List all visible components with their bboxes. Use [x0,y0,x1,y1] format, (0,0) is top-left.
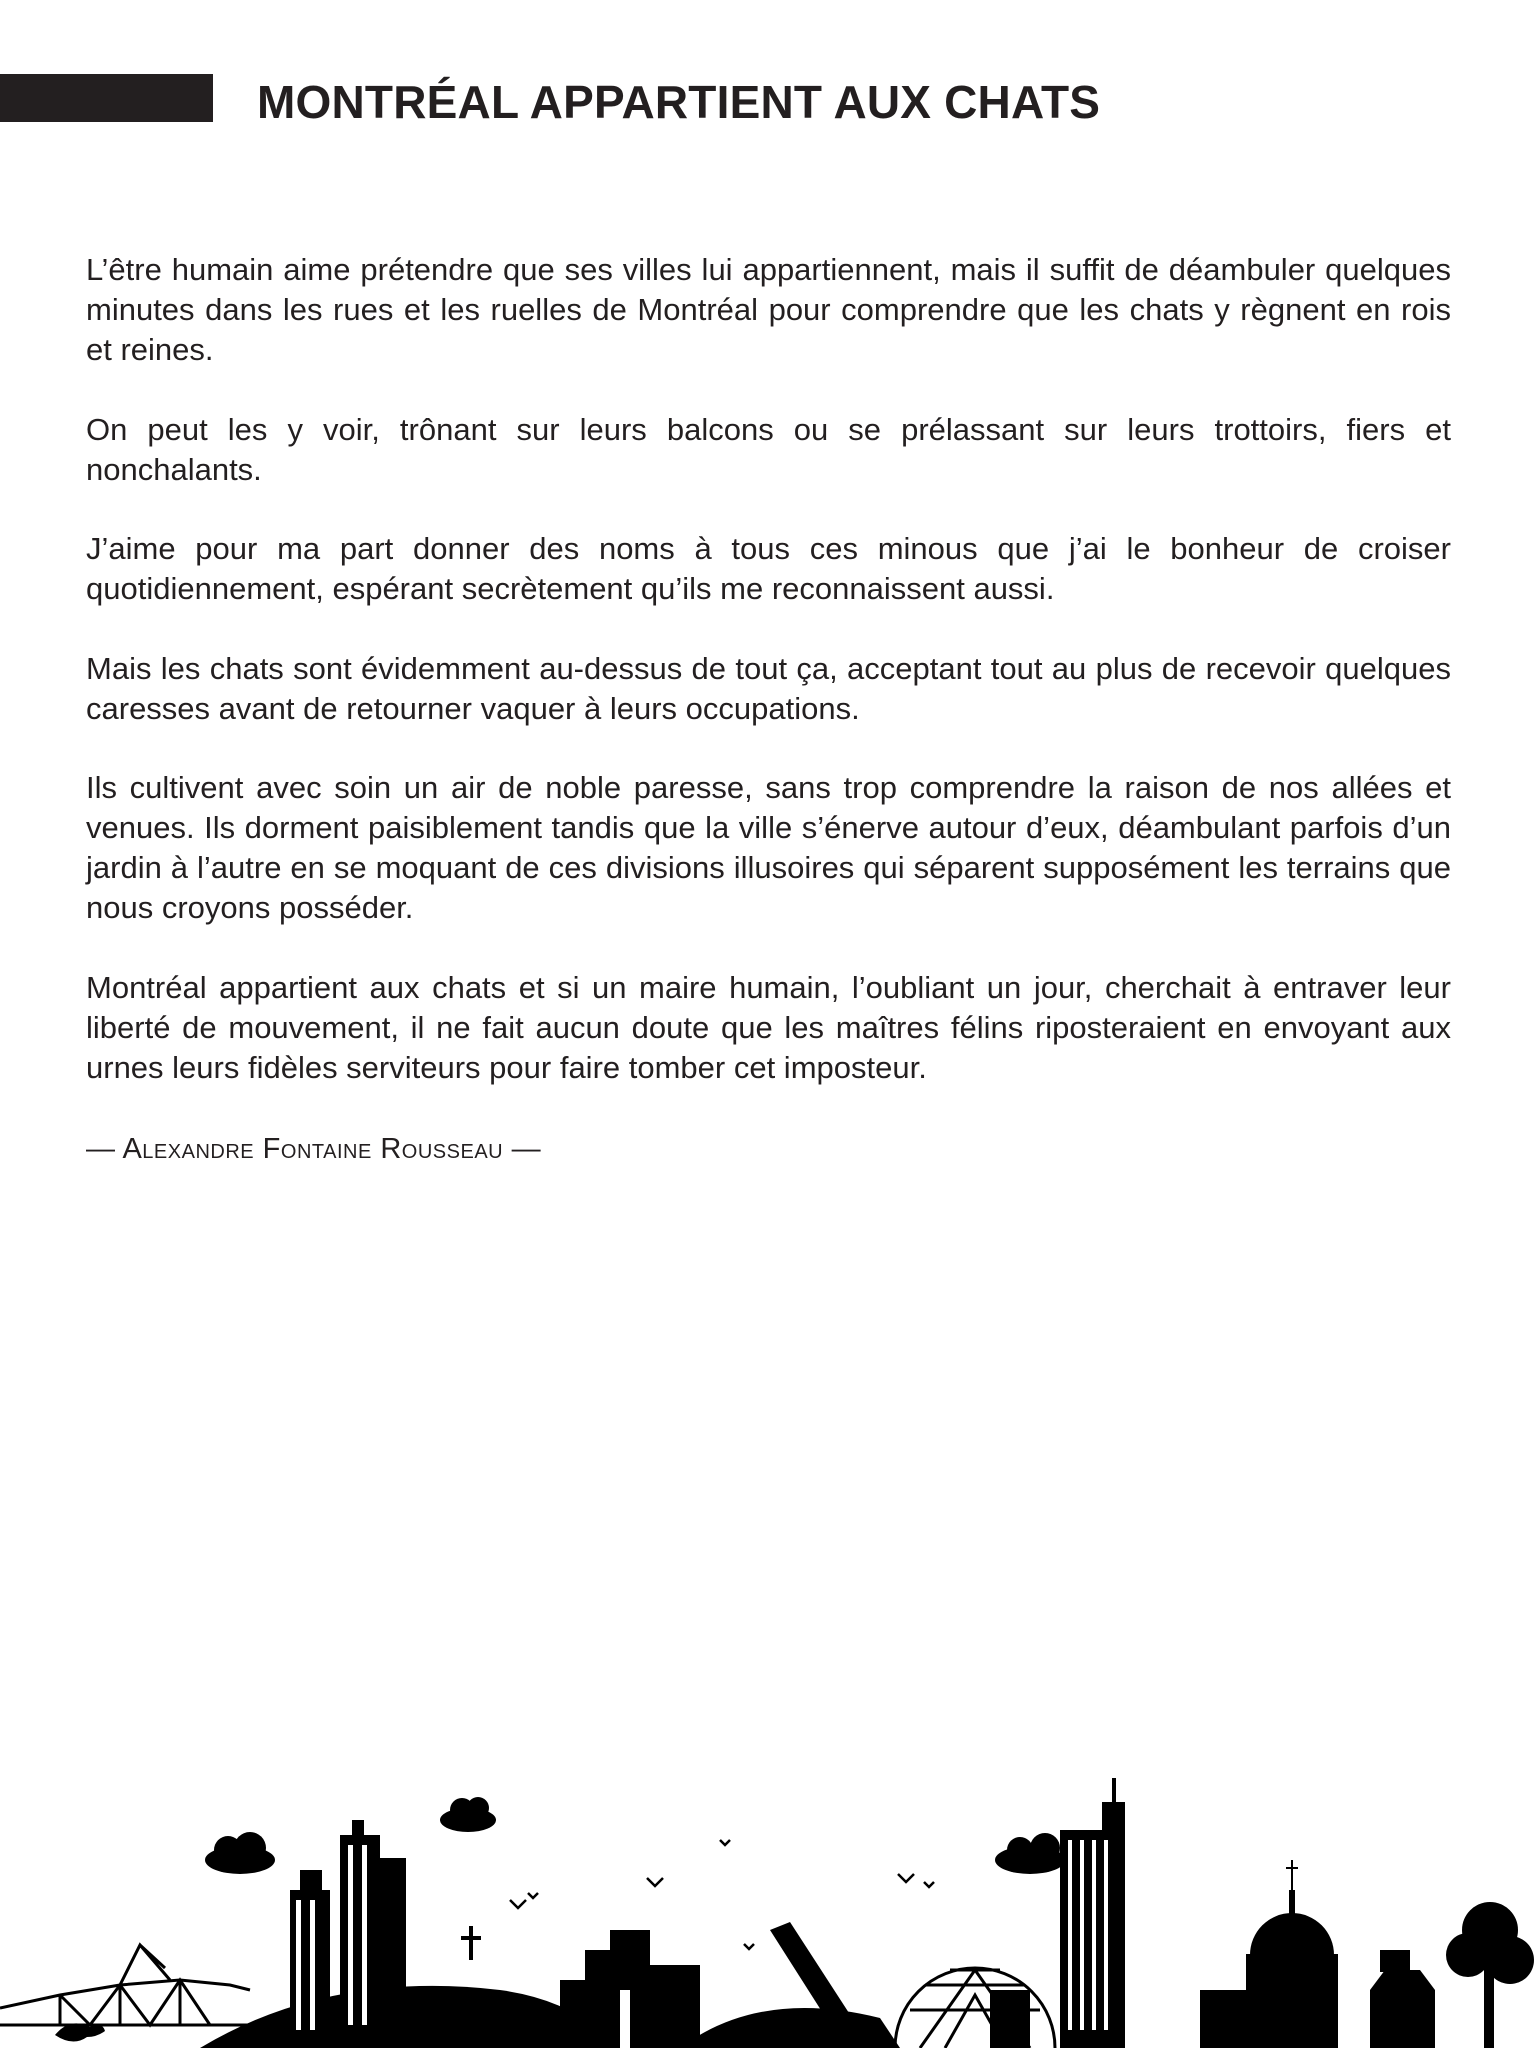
oratory-dome [1200,1890,1338,2048]
birds-icon [510,1840,934,1949]
cross-icon [461,1926,481,1960]
olympic-stadium [680,2008,900,2048]
article-paragraph: J’aime pour ma part donner des noms à tous ces minous que j’ai le bonheur de croiser quotidiennement, espérant secrètement qu’ils me reconnaissent aussi. [86,531,1451,606]
article-paragraph: On peut les y voir, trônant sur leurs balcons ou se prélassant sur leurs trottoirs, fiers et nonchalants. [86,411,1451,487]
bridge-icon [0,1945,250,2025]
author-signature: — Alexandre Fontaine Rousseau — [86,1133,542,1165]
biosphere-icon [895,1968,1055,2048]
oratory-cross-icon [1286,1860,1298,1890]
article-paragraph: Ils cultivent avec soin un air de noble paresse, sans trop comprendre la raison de nos allées et venues. Ils dorment paisiblement tandis que la ville s’énerve autour d’eux, déambulant parfois d’un jardin à l’autre en se moquant de ces divisions illusoires qui séparent supposément les terrains que nous croyons posséder. [86,770,1451,925]
article-paragraph: Montréal appartient aux chats et si un maire humain, l’oubliant un jour, cherchait à entraver leur liberté de mouvement, il ne fait aucun doute que les maîtres félins riposteraient en envoyant aux urnes leurs fidèles serviteurs pour faire tomber cet imposteur. [86,969,1451,1085]
montreal-skyline-illustration [0,1740,1536,2048]
article-paragraph: Mais les chats sont évidemment au-dessus de tout ça, acceptant tout au plus de recevoir quelques caresses avant de retourner vaquer à leurs occupations. [86,650,1451,726]
title-accent-bar [0,74,213,122]
victorian-house [1370,1950,1435,2048]
article-paragraph: L’être humain aime prétendre que ses villes lui appartiennent, mais il suffit de déambuler quelques minutes dans les rues et les ruelles de Montréal pour comprendre que les chats y règnent en rois et reines. [86,252,1451,367]
article-body [86,250,1451,1127]
habitat-67 [560,1930,700,2048]
page-title: MONTRÉAL APPARTIENT AUX CHATS [257,76,1101,128]
tree-icon [1446,1902,1534,2048]
cloud-icon [205,1797,1065,1874]
